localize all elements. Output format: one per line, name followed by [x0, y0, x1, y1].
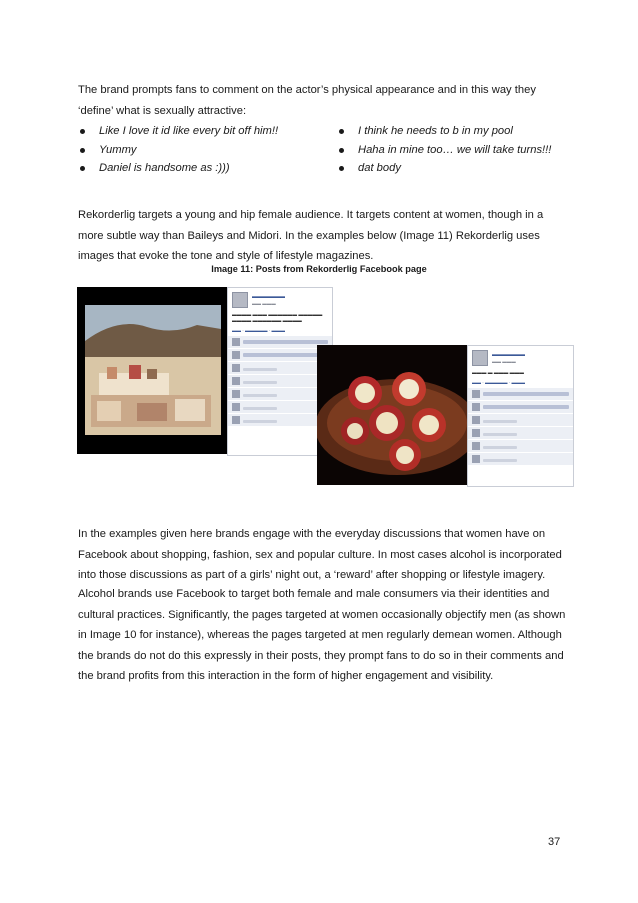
bullet-dot-icon	[339, 166, 344, 171]
bullet-dot-icon	[80, 166, 85, 171]
list-item: Yummy	[80, 141, 330, 160]
facebook-post-panel: ▬▬▬▬▬▬ ▬▬ ▬▬▬ ▬▬▬ ▬ ▬▬▬ ▬▬▬ ▬▬ · ▬▬▬▬▬ · ▬▬▬	[467, 345, 574, 487]
list-item: Daniel is handsome as :)))	[80, 159, 330, 178]
list-item: dat body	[339, 159, 589, 178]
bullet-list-left	[80, 122, 330, 178]
page-avatar	[472, 350, 488, 366]
list-item: Like I love it id like every bit off him!!	[80, 122, 330, 141]
facebook-post-screenshot-apples	[317, 345, 574, 485]
bullet-dot-icon	[80, 129, 85, 134]
intro-paragraph: The brand prompts fans to comment on the actor’s physical appearance and in this way they ‘define’ what is sexually attractive:	[78, 84, 536, 117]
apple-candles-photo	[317, 345, 467, 485]
bullet-dot-icon	[339, 129, 344, 134]
beach-picnic-photo	[77, 287, 227, 454]
examples-paragraph: In the examples given here brands engage with the everyday discussions that women have on Facebook about shopping, fashion, sex and popular culture. In most cases alcohol is incorporated into those discussions as part of a girls’ night out, a ‘reward’ after shopping or lifestyle imagery.	[78, 528, 562, 581]
list-item: I think he needs to b in my pool	[339, 122, 589, 141]
bullet-list-right	[339, 122, 589, 178]
rekorderlig-paragraph: Rekorderlig targets a young and hip female audience. It targets content at women, though in a more subtle way than Baileys and Midori. In the examples below (Image 11) Rekorderlig uses images that evoke the tone and style of lifestyle magazines.	[78, 209, 544, 262]
alcohol-brands-paragraph: Alcohol brands use Facebook to target both female and male consumers via their identities and cultural practices. Significantly, the pages targeted at women occasionally objectify men (as shown in Image 10 for instance), whereas the pages targeted at men regularly demean women. Although the brands do not do this expressly in their posts, they prompt fans to do so in their comments and the brand profits from this interaction in the form of higher engagement and visibility.	[78, 588, 566, 682]
bullet-dot-icon	[339, 148, 344, 153]
image-caption: Image 11: Posts from Rekorderlig Facebook page	[211, 264, 427, 274]
facebook-post-screenshot-picnic	[77, 287, 333, 454]
bullet-dot-icon	[80, 148, 85, 153]
page-avatar	[232, 292, 248, 308]
page-number: 37	[548, 836, 561, 848]
facebook-post-panel: ▬▬▬▬▬▬ ▬▬ ▬▬▬ ▬▬▬▬ ▬▬▬ ▬▬▬▬▬▬ ▬▬▬▬▬ ▬▬▬▬ ▬▬▬▬▬▬ ▬▬▬▬ ▬▬ · ▬▬▬▬▬ · ▬▬▬	[227, 287, 333, 456]
list-item: Haha in mine too… we will take turns!!!	[339, 141, 589, 160]
